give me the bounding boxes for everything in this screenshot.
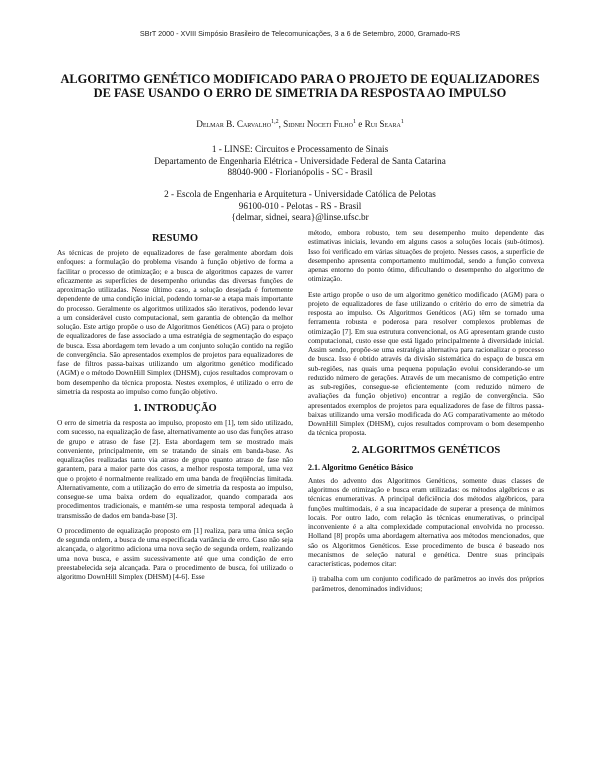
right-paragraph-2: Este artigo propõe o uso de um algoritmo genético modificado (AGM) para o projeto de equalizadores de fase utilizando o critério do erro de simetria da resposta ao impulso. Os Algoritmos Genéticos (AG) têm se tornado uma ferramenta robusta e poderosa para resolver complexos problemas de otimização [7]. Em sua estrutura convencional, os AG apresentam grande custo computacional, custo esse que está ligado principalmente à diversidade inicial. Assim sendo, propõe-se uma estratégia alternativa para racionalizar o processo de busca. Isso é obtido através da divisão sistemática do espaço de busca em sub-regiões, nas quais uma pequena população evolui considerando-se um reduzido número de gerações. Através de um mecanismo de competição entre as sub-regiões, consegue-se eficientemente (com reduzido número de avaliações da função objetivo) encontrar a região de convergência. São apresentados exemplos de projetos para equalizadores de fase de filtros passa-baixas utilizando uma versão modificada do AG comparativamente ao método DownHill Simplex (DHSM), cujos resultados comprovam o bom desempenho da técnica proposta. — [308, 289, 544, 438]
running-header: SBrT 2000 - XVIII Simpósio Brasileiro de Telecomunicações, 3 a 6 de Setembro, 2000, Gramado-RS — [139, 29, 461, 38]
author-1-sup: 1,2 — [271, 119, 279, 125]
section-2-heading: 2. ALGORITMOS GENÉTICOS — [351, 444, 501, 456]
affiliation-1-line-1: 1 - LINSE: Circuitos e Processamento de Sinais — [211, 144, 389, 154]
author-2-sup: 1 — [352, 119, 356, 125]
affiliation-2-line-1: 2 - Escola de Engenharia e Arquitetura - Universidade Católica de Pelotas — [164, 189, 436, 199]
author-sep-2: e — [355, 119, 365, 130]
author-1: Delmar B. Carvalho — [196, 119, 272, 130]
resumo-text: As técnicas de projeto de equalizadores de fase geralmente abordam dois enfoques: a formulação do problema visando à função objetivo de forma a facilitar o processo de otimização; e a busca de algoritmos capazes de varrer eficazmente as superfícies de desempenho oriundas das diversas funções de aproximação utilizadas. Nesse último caso, a solução desejada é fortemente dependente de uma condição inicial, podendo tornar-se a etapa mais importante do processo. Geralmente os algoritmos utilizados são iterativos, podendo levar a um considerável custo computacional, sem garantia de obtenção da melhor solução. Este artigo propõe o uso de Algoritmos Genéticos (AG) para o projeto de equalizadores de fase associado a uma estratégia de segmentação do espaço de busca. Essa abordagem tem levado a um conjunto solução contido na região de convergência. São apresentados exemplos de projetos para equalizadores de fase de filtros passa-baixas utilizando um algoritmo genético modificado (AGM) e o método DownHill Simplex (DHSM), cujos resultados comprovam o bom desempenho da técnica proposta. Nestes exemplos, é utilizado o erro de simetria da resposta ao impulso como função objetivo. — [57, 248, 293, 396]
affiliation-2-line-2: 96100-010 - Pelotas - RS - Brasil — [238, 200, 362, 211]
right-paragraph-1: método, embora robusto, tem seu desempenho muito dependente das estimativas iniciais, levando em alguns casos a soluções locais (sub-ótimos). Isso foi verificado em várias situações de projeto. Nesses casos, a superfície de desempenho apresenta comportamento multimodal, sendo a função convexa apenas entorno do ponto ótimo, dificultando o desempenho do algoritmo de otimização. — [308, 228, 544, 284]
intro-heading: 1. INTRODUÇÃO — [133, 403, 217, 414]
author-3: Rui Seara — [364, 119, 401, 130]
right-paragraph-3: Antes do advento dos Algoritmos Genéticos, somente duas classes de algoritmos de otimização e busca eram utilizadas: os métodos algébricos e as técnicas enumerativas. A principal deficiência dos métodos algébricos, para funções multimodais, é a sua incapacidade de superar a presença de mínimos locais. Por outro lado, com relação às técnicas enumerativas, o principal inconveniente é a alta complexidade computacional envolvida no processo. Holland [8] propôs uma abordagem alternativa aos métodos mencionados, que são os Algoritmos Genéticos. Esse procedimento de busca é baseado nos mecanismos de seleção natural e genética. Dentre suas principais características, podemos citar: — [308, 475, 544, 568]
authors-line — [0, 119, 600, 129]
affiliation-2 — [0, 189, 600, 224]
affiliation-2-line-3: {delmar, sidnei, seara}@linse.ufsc.br — [231, 212, 369, 223]
affiliation-1 — [0, 144, 600, 179]
resumo-heading: RESUMO — [151, 233, 199, 244]
right-column — [308, 228, 544, 599]
affiliation-1-line-3: 88040-900 - Florianópolis - SC - Brasil — [227, 167, 373, 178]
subsection-2-1-heading: 2.1. Algoritmo Genético Básico — [308, 462, 414, 472]
intro-paragraph-2: O procedimento de equalização proposto em [1] realiza, para uma única seção de segunda ordem, a busca de uma especificada variância de erro. Caso não seja alcançada, o algoritmo adiciona uma nova seção de segunda ordem, realizando uma nova busca, e assim sucessivamente até que uma condição de erro preestabelecida seja alcançada. Para o procedimento de busca, foi utilizado o algoritmo DownHill Simplex (DHSM) [4-6]. Esse — [57, 525, 293, 581]
intro-paragraph-1: O erro de simetria da resposta ao impulso, proposto em [1], tem sido utilizado, com sucesso, na equalização de fase, alternativamente ao uso das funções atraso de grupo e atraso de fase [2]. Esta abordagem tem se mostrado mais conveniente, principalmente, em se tratando de sinais em banda-base. As equalizações realizadas tanto via atraso de grupo quanto atraso de fase não garantem, para a maior parte dos casos, a melhor resposta temporal, uma vez que o projeto é normalmente realizado em uma banda de freqüências limitada. Alternativamente, com a utilização do erro de simetria da resposta ao impulso, consegue-se uma baixa ordem do equalizador, quando comparada aos procedimentos tradicionais, e mantém-se uma resposta temporal adequada à transmissão de dados em banda-base [3]. — [57, 418, 293, 520]
author-sep-1: , — [278, 119, 284, 130]
affiliation-1-line-2: Departamento de Engenharia Elétrica - Universidade Federal de Santa Catarina — [154, 155, 446, 166]
list-item-1: i) trabalha com um conjunto codificado de parâmetros ao invés dos próprios parâmetros, denominados indivíduos; — [312, 574, 544, 593]
author-3-sup: 1 — [400, 119, 404, 125]
left-column — [57, 230, 293, 587]
paper-title: ALGORITMO GENÉTICO MODIFICADO PARA O PROJETO DE EQUALIZADORES DE FASE USANDO O ERRO DE SIMETRIA DA RESPOSTA AO IMPULSO — [60, 72, 540, 100]
author-2: Sidnei Noceti Filho — [283, 119, 353, 130]
